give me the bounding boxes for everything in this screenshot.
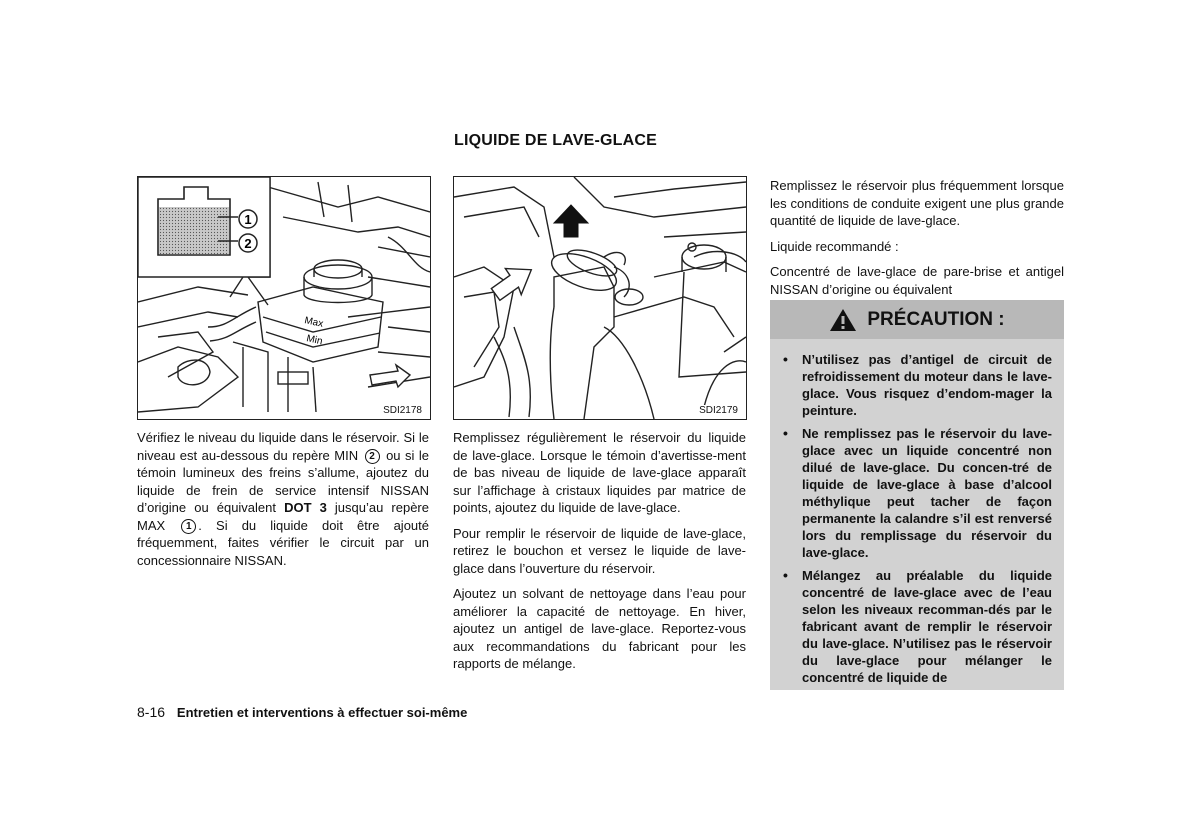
col2-paragraph-1: Remplissez régulièrement le réservoir du liquide de lave-glace. Lorsque le témoin d’avertisse-ment de bas niveau de liquide de lave-glace apparaît sur l’affichage à cristaux liquides par matrice de points, ajoutez du liquide de lave-glace. <box>453 430 746 515</box>
col2-paragraph-2: Pour remplir le réservoir de liquide de lave-glace, retirez le bouchon et versez le liquide de lave-glace dans l’ouverture du réservoir. <box>453 525 746 576</box>
column-3-text <box>770 177 1064 306</box>
col1-text-1: Vérifiez le niveau du liquide dans le réservoir. Si le niveau est au-dessous du repère MIN <box>137 430 429 463</box>
col3-paragraph-2: Liquide recommandé : <box>770 238 899 254</box>
page-number: 8-16 <box>137 704 166 720</box>
marker-1: 1 <box>244 212 252 227</box>
figure-washer-reservoir <box>453 176 747 420</box>
chapter-title: Entretien et interventions à effectuer soi-même <box>176 705 468 720</box>
label-max: Max <box>303 315 325 330</box>
marker-1-inline: 1 <box>181 519 196 534</box>
marker-2-inline: 2 <box>365 449 380 464</box>
brake-reservoir-illustration <box>138 177 430 419</box>
col3-paragraph-3: Concentré de lave-glace de pare-brise et antigel NISSAN d’origine ou équivalent <box>770 264 1064 297</box>
col1-text-2: ou si le témoin lumineux des freins s’allume, ajoutez du liquide de frein de service intensif NISSAN d’origine ou équivalent <box>137 447 429 515</box>
label-min: Min <box>305 333 324 348</box>
section-title: LIQUIDE DE LAVE-GLACE <box>454 132 658 149</box>
column-1-text <box>137 429 429 569</box>
col3-paragraph-1: Remplissez le réservoir plus fréquemment lorsque les conditions de conduite exigent une plus grande quantité de liquide de lave-glace. <box>770 178 1064 228</box>
col1-text-4: . Si du liquide doit être ajouté fréquemment, faites vérifier le circuit par un concessionnaire NISSAN. <box>137 517 429 568</box>
warning-icon <box>829 308 857 332</box>
dot3-label: DOT 3 <box>284 500 327 515</box>
caution-header <box>770 300 1064 339</box>
figure-brake-reservoir <box>137 176 431 420</box>
column-2-text <box>453 429 746 681</box>
caution-box <box>770 300 1064 690</box>
figure-code: SDI2179 <box>699 405 738 416</box>
washer-reservoir-illustration <box>454 177 746 419</box>
page-footer <box>137 704 467 720</box>
caution-item: • Ne remplissez pas le réservoir du lave-glace avec un liquide concentré non dilué de lave-glace. Du concen-tré de liquide de lave-glace à base d’alcool méthylique peut tacher de façon permanente la calandre s’il est renversé lors du remplissage du réservoir du lave-glace. <box>802 425 1052 561</box>
caution-title: PRÉCAUTION : <box>867 308 1005 330</box>
caution-item: • Mélangez au préalable du liquide concentré de lave-glace avec de l’eau selon les niveaux recomman-dés par le fabricant avant de remplir le réservoir du lave-glace. N’utilisez pas le réservoir du lave-glace pour mélanger le concentré de liquide de <box>802 567 1052 686</box>
col1-text-3: jusqu’au repère MAX <box>137 500 429 533</box>
figure-code: SDI2178 <box>383 405 422 416</box>
caution-item: • N’utilisez pas d’antigel de circuit de refroidissement du moteur dans le lave-glace. Vous risquez d’endom-mager la peinture. <box>802 351 1052 419</box>
marker-2: 2 <box>244 236 252 251</box>
caution-list <box>770 351 1064 686</box>
col2-paragraph-3: Ajoutez un solvant de nettoyage dans l’eau pour améliorer la capacité de nettoyage. En hiver, ajoutez un antigel de lave-glace. Reportez-vous aux recommandations du fabricant pour les rapports de mélange. <box>453 586 746 671</box>
